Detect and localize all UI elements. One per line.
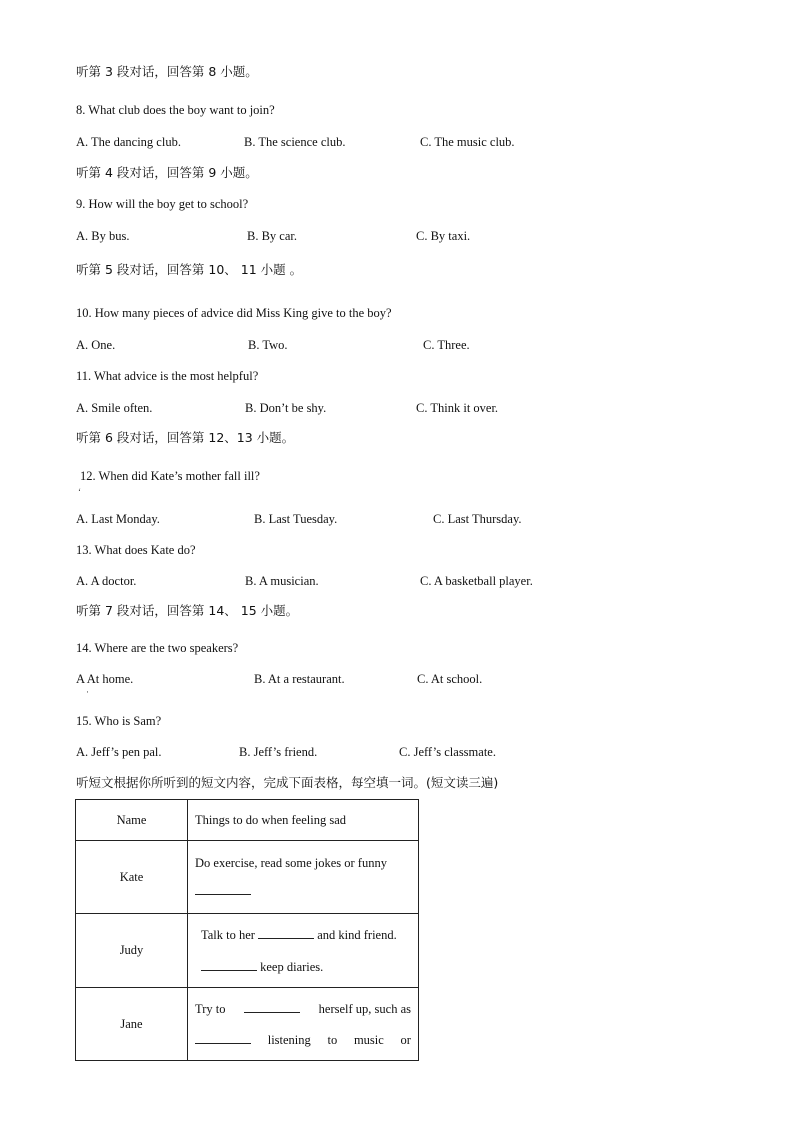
row-things-jane — [188, 988, 419, 1061]
stray-mark: · — [86, 687, 89, 697]
q14-option-c: C. At school. — [417, 672, 483, 686]
stray-mark: ‘ — [78, 487, 81, 497]
q8-option-b: B. The science club. — [244, 135, 346, 149]
table-row-kate — [76, 841, 419, 914]
blank-5[interactable] — [195, 1032, 251, 1044]
q10-option-c: C. Three. — [423, 338, 470, 352]
section-5-instruction: 听第 5 段对话，回答第 10、 11 小题 。 — [76, 262, 303, 277]
jane-word: music — [353, 1032, 384, 1047]
q14-option-b: B. At a restaurant. — [254, 672, 345, 686]
judy-line-2 — [188, 943, 418, 975]
q11-option-c: C. Think it over. — [416, 401, 499, 415]
jane-line-1-post: herself up, such as — [318, 1001, 411, 1016]
q11-option-b: B. Don’t be shy. — [245, 401, 327, 415]
question-12: 12. When did Kate’s mother fall ill? — [80, 469, 260, 483]
blank-2[interactable] — [258, 927, 314, 939]
passage-instruction: 听短文根据你所听到的短文内容，完成下面表格，每空填一词。(短文读三遍) — [76, 775, 499, 790]
jane-line-1 — [188, 1001, 418, 1017]
table-header-row — [76, 800, 419, 841]
q12-option-b: B. Last Tuesday. — [254, 512, 338, 526]
row-name-jane: Jane — [76, 988, 188, 1061]
row-things-kate — [188, 841, 419, 914]
row-things-judy — [188, 914, 419, 988]
q15-option-c: C. Jeff’s classmate. — [399, 745, 496, 759]
question-15: 15. Who is Sam? — [76, 714, 162, 728]
jane-word: to — [327, 1032, 338, 1047]
q13-option-b: B. A musician. — [245, 574, 319, 588]
blank-1[interactable] — [195, 883, 251, 895]
section-6-instruction: 听第 6 段对话，回答第 12、13 小题。 — [76, 430, 295, 445]
judy-line-2-post: keep diaries. — [260, 959, 324, 974]
q10-option-a: A. One. — [76, 338, 116, 352]
answer-table — [75, 799, 419, 1061]
jane-line-1-pre: Try to — [195, 1001, 226, 1016]
blank-3[interactable] — [201, 959, 257, 971]
header-things-text: Things to do when feeling sad — [195, 813, 347, 827]
table-row-judy — [76, 914, 419, 988]
section-3-instruction: 听第 3 段对话，回答第 8 小题。 — [76, 64, 258, 79]
section-7-instruction: 听第 7 段对话，回答第 14、 15 小题。 — [76, 603, 299, 618]
q11-option-a: A. Smile often. — [76, 401, 153, 415]
jane-line-2 — [188, 1017, 418, 1048]
judy-line-1-pre: Talk to her — [201, 927, 255, 942]
kate-line-1: Do exercise, read some jokes or funny — [195, 856, 387, 870]
header-things — [188, 800, 419, 841]
row-name-kate: Kate — [76, 841, 188, 914]
blank-4[interactable] — [244, 1001, 300, 1013]
q9-option-b: B. By car. — [247, 229, 297, 243]
q14-option-a: A At home. — [76, 672, 134, 686]
question-10: 10. How many pieces of advice did Miss King give to the boy? — [76, 306, 392, 320]
q12-option-a: A. Last Monday. — [76, 512, 160, 526]
judy-line-1-post: and kind friend. — [317, 927, 397, 942]
q9-option-a: A. By bus. — [76, 229, 130, 243]
question-9: 9. How will the boy get to school? — [76, 197, 249, 211]
q13-option-c: C. A basketball player. — [420, 574, 533, 588]
q8-option-a: A. The dancing club. — [76, 135, 181, 149]
jane-word: listening — [267, 1032, 311, 1047]
row-name-judy: Judy — [76, 914, 188, 988]
judy-line-1 — [188, 927, 418, 943]
table-row-jane — [76, 988, 419, 1061]
question-8: 8. What club does the boy want to join? — [76, 103, 275, 117]
q12-option-c: C. Last Thursday. — [433, 512, 522, 526]
q15-option-a: A. Jeff’s pen pal. — [76, 745, 162, 759]
header-name: Name — [76, 800, 188, 841]
question-13: 13. What does Kate do? — [76, 543, 196, 557]
question-11: 11. What advice is the most helpful? — [76, 369, 259, 383]
question-14: 14. Where are the two speakers? — [76, 641, 239, 655]
q15-option-b: B. Jeff’s friend. — [239, 745, 318, 759]
q8-option-c: C. The music club. — [420, 135, 515, 149]
q9-option-c: C. By taxi. — [416, 229, 471, 243]
section-4-instruction: 听第 4 段对话，回答第 9 小题。 — [76, 165, 258, 180]
q10-option-b: B. Two. — [248, 338, 288, 352]
jane-word: or — [400, 1032, 411, 1047]
q13-option-a: A. A doctor. — [76, 574, 137, 588]
kate-line-2 — [188, 871, 418, 899]
